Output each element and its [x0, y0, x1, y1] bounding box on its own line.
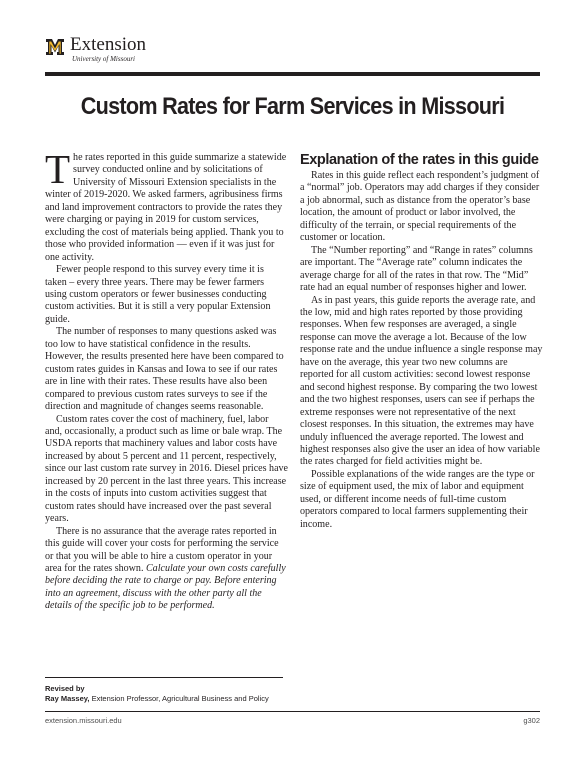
logo-title: Extension [70, 34, 146, 55]
paragraph: Fewer people respond to this survey every time it is taken – every three years. There may be fewer farmers using custom operators or fewer businesses conducting custom activities. But it is still a very popular Extension guide. [45, 264, 271, 325]
italic-advice: Calculate your own costs carefully before deciding the rate to charge or pay. Before entering into an agreement, discuss with the other party all the details of the specific job to be performed. [45, 562, 286, 612]
paragraph: Custom rates cover the cost of machinery, fuel, labor and, occasionally, a product such as lime or bale wrap. The USDA reports that machinery values and labor costs have increased by about 5 percent and 11 percent, respectively, since our last custom rate survey in 2016. Diesel prices have increased by 20 percent in the last three years. This increase in the costs of inputs into custom activities suggest that custom rates should have increased over the past several years. [45, 413, 289, 525]
paragraph: Possible explanations of the wide ranges are the type or size of equipment used, the mix of labor and equipment used, or different income needs of full-time custom operators compared to local farmers supplementing their income. [300, 468, 535, 530]
paragraph: The “Number reporting” and “Range in rates” columns are important. The “Average rate” column indicates the average charge for all of the rates in that row. The “Mid” rate had an equal number of responses higher and lower. [300, 244, 533, 294]
extension-logo [45, 35, 146, 63]
intro-paragraph: The rates reported in this guide summarize a statewide survey conducted online and by solicitations of University of Missouri Extension specialists in the winter of 2019-2020. We asked farmers, agribusiness firms and land improvement contractors to provide the rates they were charging or paying in 2019 for custom services, excluding the cost of materials being applied. Thank you to those who provided information — even if it was just for one activity. [45, 146, 287, 263]
revised-label: Revised by [45, 684, 85, 693]
author-name: Ray Massey, [45, 694, 90, 703]
author-rule [45, 677, 283, 678]
footer-rule [45, 711, 540, 712]
paragraph: The number of responses to many questions asked was too low to have statistical confidence in the results. However, the results presented here have been compared to custom rates guides in Kansas and Iowa to see if our rates are in line with their rates. These results have also been compared to previous custom rates surveys to see if the direction and magnitude of changes seems reasonable. [45, 326, 284, 413]
paragraph: As in past years, this guide reports the average rate, and the low, mid and high rates reported by those providing responses. When few responses are averaged, a single response can move the average a lot. Because of the low response rate and the undue influence a single response may have on the average, this year two new columns are reported for all custom activities: second lowest response and second highest response. By comparing the two lowest and the two highest responses, users can see if perhaps the extreme responses were not representative of the next closest responses. In this situation, the extremes may have unduly influenced the average reported. The lowest and highest responses also give the user an idea of how variable the rates charged for field activities might be. [300, 294, 543, 468]
author-title: Extension Professor, Agricultural Business and Policy [89, 694, 269, 703]
section-heading: Explanation of the rates in this guide [300, 152, 539, 168]
website-link[interactable]: extension.missouri.edu [45, 716, 122, 725]
paragraph: There is no assurance that the average rates reported in this guide will cover your costs for performing the service or that you will be able to hire a custom operator in your area for the rates shown. Calculate your own costs carefully before deciding the rate to charge or pay. Before entering into an agreement, discuss with the other party all the details of the specific job to be performed. [45, 525, 286, 612]
right-column [300, 152, 543, 531]
drop-cap: T [45, 146, 71, 192]
left-column [45, 146, 289, 613]
logo-subtitle: University of Missouri [72, 55, 135, 63]
revised-by-block [45, 684, 269, 704]
paragraph: Rates in this guide reflect each respondent’s judgment of a “normal” job. Operators may add charges if they consider a job abnormal, such as distance from the operator’s base location, the amount of product or labor involved, the difficulty of the terrain, or special requirements of the customer or location. [300, 170, 540, 244]
header-rule [45, 72, 540, 76]
page-title: Custom Rates for Farm Services in Missouri [80, 93, 505, 120]
mizzou-logo-icon [45, 37, 65, 57]
publication-code: g302 [523, 716, 540, 725]
